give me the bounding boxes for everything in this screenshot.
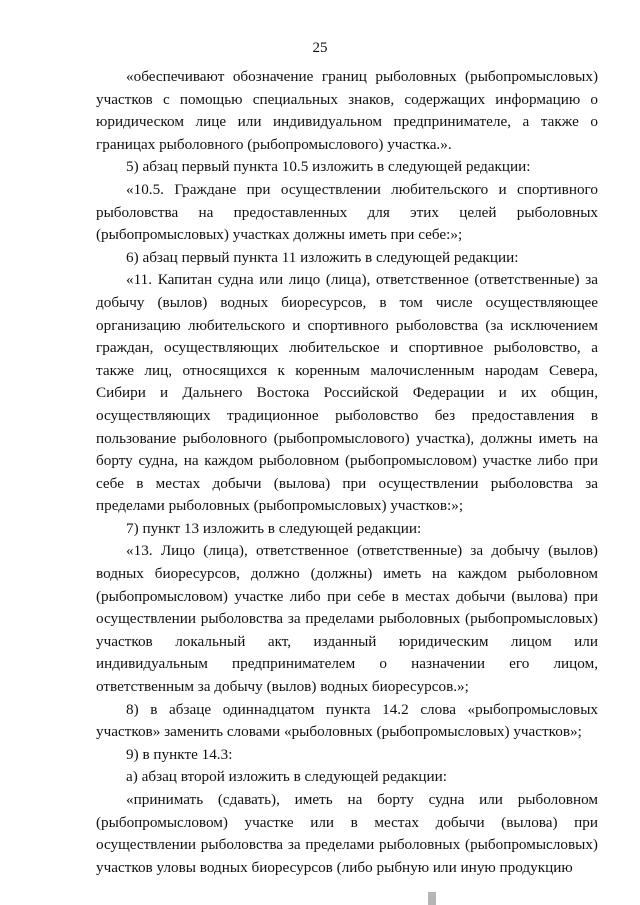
paragraph-item-5: 5) абзац первый пункта 10.5 изложить в следующей редакции: <box>126 158 531 176</box>
paragraph-clause-11: «11. Капитан судна или лицо (лица), ответственное (ответственные) за добычу (вылов) водных биоресурсов, в том числе осуществляющее организацию любительского и спортивного рыболовства (за исключением граждан, осуществляющих любительское и спортивное рыболовство, а также лиц, относящихся к коренным малочисленным народам Севера, Сибири и Дальнего Востока Российской Федерации и их общин, осуществляющих традиционное рыболовство без предоставления в пользование рыболовного (рыбопромыслового) участка), должны иметь на борту судна, на каждом рыболовном (рыбопромысловом) участке либо при себе в местах добычи (вылова) при осуществлении рыболовства за пределами рыболовных (рыбопромысловых) участков:»; <box>96 271 598 515</box>
paragraph-item-6: 6) абзац первый пункта 11 изложить в следующей редакции: <box>126 248 519 266</box>
paragraph-accept-catch: «принимать (сдавать), иметь на борту судна или рыболовном (рыбопромысловом) участке или в местах добычи (вылова) при осуществлении рыболовства за пределами рыболовных (рыбопромысловых) участков уловы водных биоресурсов (либо рыбную или иную продукцию <box>96 791 598 876</box>
paragraph-subitem-a: а) абзац второй изложить в следующей редакции: <box>126 768 448 786</box>
scan-artifact <box>428 892 436 905</box>
paragraph-item-7: 7) пункт 13 изложить в следующей редакции: <box>126 519 422 537</box>
page-number: 25 <box>312 40 328 56</box>
paragraph-item-9: 9) в пункте 14.3: <box>126 745 233 763</box>
paragraph-boundaries-text: «обеспечивают обозначение границ рыболовных (рыбопромысловых) участков с помощью специальных знаков, содержащих информацию о юридическом лице или индивидуальном предпринимателе, а также о границах рыболовного (рыбопромыслового) участка.». <box>96 68 598 153</box>
paragraph-clause-10-5: «10.5. Граждане при осуществлении любительского и спортивного рыболовства на предоставленных для этих целей рыболовных (рыбопромысловых) участках должны иметь при себе:»; <box>96 180 598 244</box>
paragraph-clause-13: «13. Лицо (лица), ответственное (ответственные) за добычу (вылов) водных биоресурсов, должно (должны) иметь на каждом рыболовном (рыбопромысловом) участке либо при себе в местах добычи (вылова) при осуществлении рыболовства за пределами рыболовных (рыбопромысловых) участков локальный акт, изданный юридическим лицом или индивидуальным предпринимателем о назначении его лицом, ответственным за добычу (вылов) водных биоресурсов.»; <box>96 542 598 696</box>
paragraph-item-8: 8) в абзаце одиннадцатом пункта 14.2 слова «рыбопромысловых участков» заменить словами «рыболовных (рыбопромысловых) участков»; <box>96 700 598 741</box>
document-body <box>96 66 598 879</box>
